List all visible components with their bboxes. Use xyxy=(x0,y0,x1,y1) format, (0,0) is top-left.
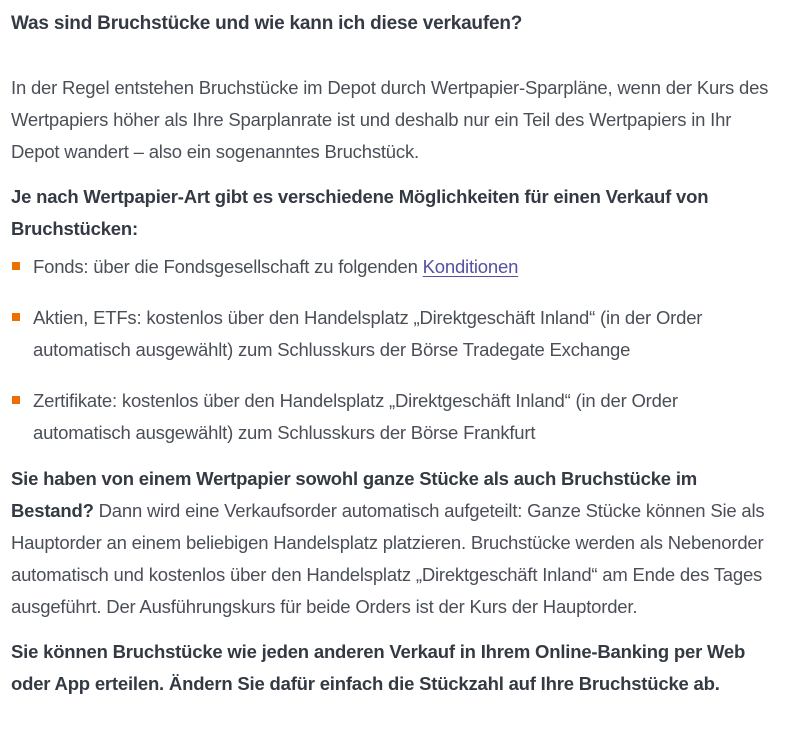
bullet-square-icon xyxy=(12,313,20,321)
list-heading: Je nach Wertpapier-Art gibt es verschiedene Möglichkeiten für einen Verkauf von Bruchstücken: xyxy=(11,186,709,239)
sell-options-list xyxy=(11,251,780,449)
bullet-square-icon xyxy=(12,396,20,404)
bullet-square-icon xyxy=(12,262,20,270)
list-item-fonds-text: Fonds: über die Fondsgesellschaft zu folgenden xyxy=(33,256,423,277)
list-item-aktien-etfs xyxy=(11,302,780,366)
list-item-aktien-etfs-text: Aktien, ETFs: kostenlos über den Handelsplatz „Direktgeschäft Inland“ (in der Order automatisch ausgewählt) zum Schlusskurs der Börse Tradegate Exchange xyxy=(33,307,703,360)
split-order-question: Sie haben von einem Wertpapier sowohl ganze Stücke als auch Bruchstücke im Bestand? xyxy=(11,468,698,521)
konditionen-link[interactable]: Konditionen xyxy=(422,256,519,277)
split-order-explanation: Dann wird eine Verkaufsorder automatisch aufgeteilt: Ganze Stücke können Sie als Hauptorder an einem beliebigen Handelsplatz platzieren. Bruchstücke werden als Nebenorder automatisch und kostenlos über den Handelsplatz „Direktgeschäft Inland“ am Ende des Tages ausgeführt. Der Ausführungskurs für beide Orders ist der Kurs der Hauptorder. xyxy=(11,500,765,617)
split-order-paragraph xyxy=(11,463,780,623)
closing-paragraph: Sie können Bruchstücke wie jeden anderen Verkauf in Ihrem Online-Banking per Web oder App erteilen. Ändern Sie dafür einfach die Stückzahl auf Ihre Bruchstücke ab. xyxy=(11,641,746,694)
list-item-fonds xyxy=(11,251,780,283)
list-item-zertifikate xyxy=(11,385,780,449)
page-title: Was sind Bruchstücke und wie kann ich diese verkaufen? xyxy=(11,13,523,34)
intro-paragraph: In der Regel entstehen Bruchstücke im Depot durch Wertpapier-Sparpläne, wenn der Kurs des Wertpapiers höher als Ihre Sparplanrate ist und deshalb nur ein Teil des Wertpapiers in Ihr Depot wandert – also ein sogenanntes Bruchstück. xyxy=(11,77,769,162)
list-item-zertifikate-text: Zertifikate: kostenlos über den Handelsplatz „Direktgeschäft Inland“ (in der Order automatisch ausgewählt) zum Schlusskurs der Börse Frankfurt xyxy=(33,390,678,443)
